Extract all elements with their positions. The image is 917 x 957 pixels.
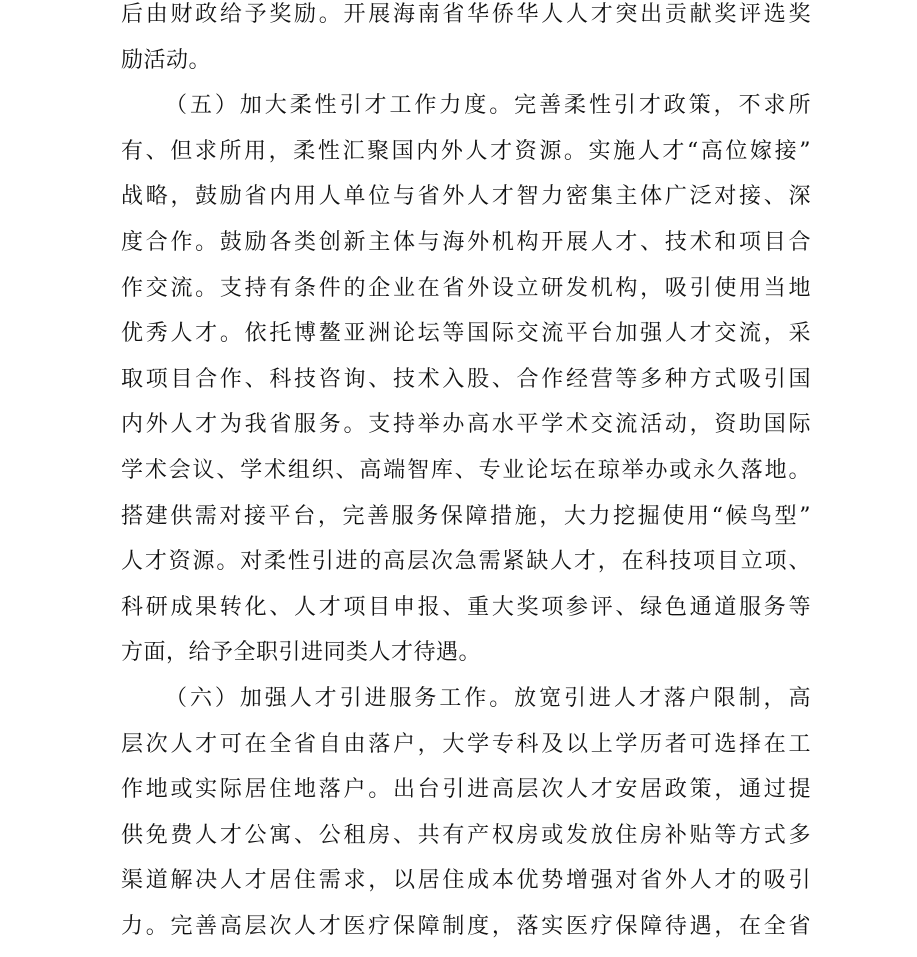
text-line: 渠道解决人才居住需求，以居住成本优势增强对省外人才的吸引 — [121, 868, 811, 894]
paragraph-first-line — [121, 83, 811, 129]
paragraph-flexible-talent — [121, 83, 811, 676]
text-line: 内外人才为我省服务。支持举办高水平学术交流活动，资助国际 — [121, 412, 811, 438]
text-line: 作地或实际居住地落户。出台引进高层次人才安居政策，通过提 — [121, 777, 811, 803]
document-body — [121, 0, 811, 949]
text-line: 战略，鼓励省内用人单位与省外人才智力密集主体广泛对接、深 — [121, 184, 811, 210]
text-line: 方面，给予全职引进同类人才待遇。 — [121, 640, 482, 666]
text-line: 层次人才可在全省自由落户，大学专科及以上学历者可选择在工 — [121, 731, 811, 757]
paragraph-talent-service — [121, 676, 811, 950]
text-line: 优秀人才。依托博鳌亚洲论坛等国际交流平台加强人才交流，采 — [121, 321, 811, 347]
paragraph-previous — [121, 0, 811, 83]
section-heading: （五）加大柔性引才工作力度。 — [165, 93, 515, 119]
text-run: 完善柔性引才政策，不求所 — [514, 93, 811, 119]
section-heading: （六）加强人才引进服务工作。 — [165, 685, 515, 711]
text-line: 人才资源。对柔性引进的高层次急需紧缺人才，在科技项目立项、 — [121, 549, 811, 575]
text-line: 度合作。鼓励各类创新主体与海外机构开展人才、技术和项目合 — [121, 229, 811, 255]
text-line: 力。完善高层次人才医疗保障制度，落实医疗保障待遇，在全省 — [121, 913, 811, 939]
text-line: 供免费人才公寓、公租房、共有产权房或发放住房补贴等方式多 — [121, 822, 811, 848]
text-run: 放宽引进人才落户限制，高 — [514, 685, 811, 711]
text-line: 科研成果转化、人才项目申报、重大奖项参评、绿色通道服务等 — [121, 594, 811, 620]
paragraph-first-line — [121, 676, 811, 722]
text-line: 学术会议、学术组织、高端智库、专业论坛在琼举办或永久落地。 — [121, 457, 811, 483]
text-line: 作交流。支持有条件的企业在省外设立研发机构，吸引使用当地 — [121, 275, 811, 301]
text-line: 有、但求所用，柔性汇聚国内外人才资源。实施人才“高位嫁接” — [121, 138, 811, 164]
text-line: 取项目合作、科技咨询、技术入股、合作经营等多种方式吸引国 — [121, 366, 811, 392]
text-line: 搭建供需对接平台，完善服务保障措施，大力挖掘使用“候鸟型” — [121, 503, 811, 529]
text-line: 励活动。 — [121, 47, 212, 73]
text-line: 后由财政给予奖励。开展海南省华侨华人人才突出贡献奖评选奖 — [121, 2, 811, 27]
